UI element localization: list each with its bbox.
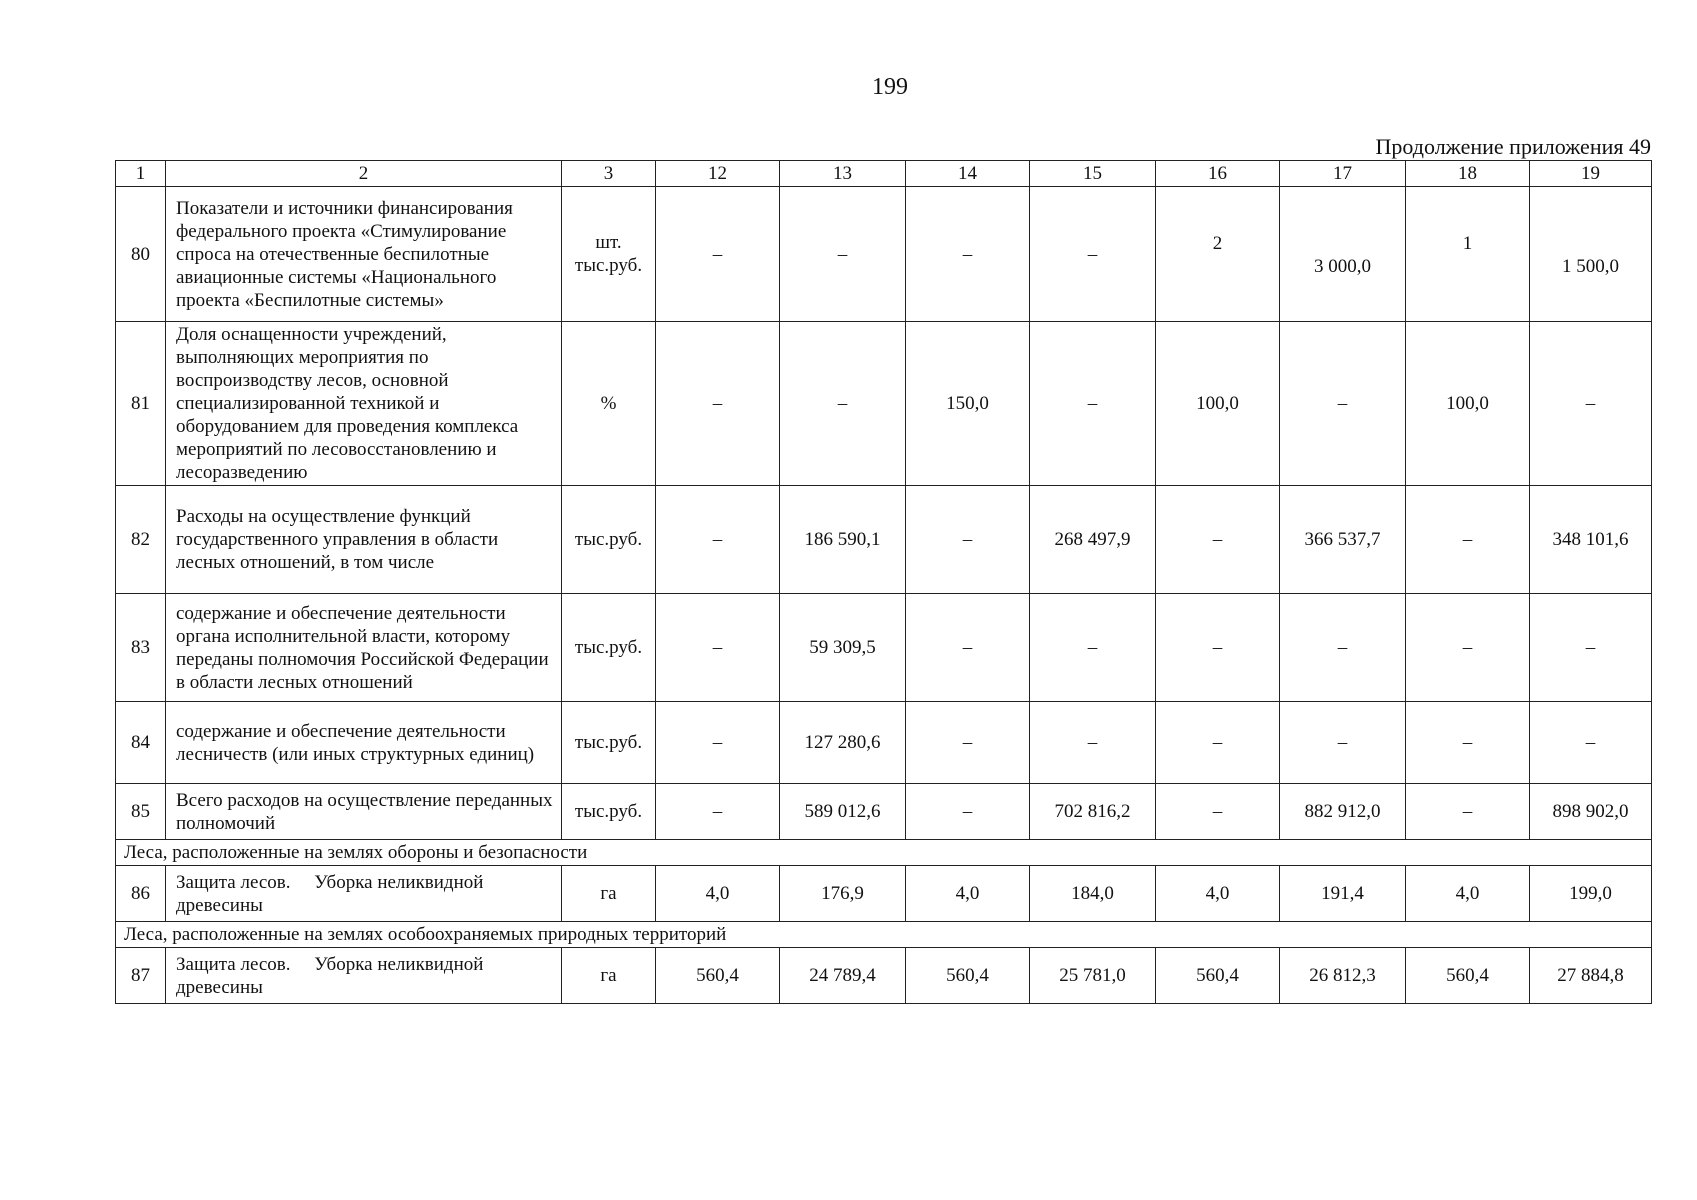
column-number-row — [116, 161, 1652, 187]
cell-value: – — [1530, 322, 1652, 486]
cell-value: – — [1156, 594, 1280, 702]
row-unit: % — [562, 322, 656, 486]
cell-value: 560,4 — [906, 948, 1030, 1004]
section-title-protected: Леса, расположенные на землях особоохраняемых природных территорий — [116, 922, 1652, 948]
cell-value: 176,9 — [780, 866, 906, 922]
cell-value — [1280, 187, 1406, 322]
row-name-part: древесины — [176, 894, 263, 916]
section-title-defense: Леса, расположенные на землях обороны и безопасности — [116, 840, 1652, 866]
cell-value: – — [1030, 702, 1156, 784]
column-number: 18 — [1406, 161, 1530, 187]
column-number: 19 — [1530, 161, 1652, 187]
column-number: 2 — [166, 161, 562, 187]
row-unit: тыс.руб. — [562, 784, 656, 840]
page-number: 199 — [872, 74, 908, 100]
row-number: 87 — [116, 948, 166, 1004]
table-row — [116, 486, 1652, 594]
row-unit: га — [562, 948, 656, 1004]
row-number: 82 — [116, 486, 166, 594]
cell-value: – — [780, 322, 906, 486]
cell-value — [1156, 187, 1280, 322]
row-number: 86 — [116, 866, 166, 922]
cell-value: 100,0 — [1406, 322, 1530, 486]
cell-value-text: 2 — [1212, 232, 1223, 254]
table-row — [116, 948, 1652, 1004]
row-name: Доля оснащенности учреждений, выполняющих мероприятия по воспроизводству лесов, основной специализированной техникой и оборудованием для проведения комплекса мероприятий по лесовосстановлению и лесоразведению — [166, 322, 562, 486]
cell-value: – — [1280, 594, 1406, 702]
table-row — [116, 594, 1652, 702]
cell-value: 348 101,6 — [1530, 486, 1652, 594]
column-number: 13 — [780, 161, 906, 187]
row-name-part: Уборка неликвидной — [314, 871, 484, 893]
cell-value: – — [1280, 702, 1406, 784]
cell-value: – — [656, 594, 780, 702]
row-number: 81 — [116, 322, 166, 486]
section-row — [116, 840, 1652, 866]
cell-value: 191,4 — [1280, 866, 1406, 922]
cell-value: 560,4 — [656, 948, 780, 1004]
cell-value: – — [1156, 486, 1280, 594]
row-name-part: Уборка неликвидной — [314, 953, 484, 975]
cell-value: – — [1530, 702, 1652, 784]
table-row — [116, 187, 1652, 322]
cell-value: – — [656, 187, 780, 322]
row-unit: тыс.руб. — [562, 594, 656, 702]
cell-value: 59 309,5 — [780, 594, 906, 702]
cell-value: – — [1280, 322, 1406, 486]
cell-value: 127 280,6 — [780, 702, 906, 784]
unit-top: шт. — [595, 232, 622, 253]
cell-value: 589 012,6 — [780, 784, 906, 840]
cell-value: – — [1030, 187, 1156, 322]
cell-value: – — [1156, 702, 1280, 784]
row-unit: тыс.руб. — [562, 486, 656, 594]
cell-value-text: 1 500,0 — [1562, 255, 1619, 277]
cell-value: 4,0 — [1156, 866, 1280, 922]
cell-value: 150,0 — [906, 322, 1030, 486]
cell-value — [1406, 187, 1530, 322]
cell-value: – — [1406, 702, 1530, 784]
cell-value: – — [656, 784, 780, 840]
cell-value-text: 1 — [1462, 232, 1473, 254]
column-number: 14 — [906, 161, 1030, 187]
data-table — [115, 160, 1652, 1004]
row-name-part: Защита лесов. — [176, 871, 291, 893]
table-row — [116, 702, 1652, 784]
cell-value: – — [1406, 784, 1530, 840]
column-number: 1 — [116, 161, 166, 187]
cell-value: – — [906, 594, 1030, 702]
continuation-note: Продолжение приложения 49 — [1375, 134, 1651, 159]
cell-value: 560,4 — [1406, 948, 1530, 1004]
cell-value: – — [906, 486, 1030, 594]
cell-value: 4,0 — [656, 866, 780, 922]
cell-value: – — [1406, 486, 1530, 594]
row-name-part: Защита лесов. — [176, 953, 291, 975]
cell-value: 26 812,3 — [1280, 948, 1406, 1004]
row-name: Показатели и источники финансирования федерального проекта «Стимулирование спроса на отечественные беспилотные авиационные системы «Национального проекта «Беспилотные системы» — [166, 187, 562, 322]
row-name — [166, 948, 562, 1004]
table-row — [116, 784, 1652, 840]
cell-value: 4,0 — [1406, 866, 1530, 922]
cell-value: 186 590,1 — [780, 486, 906, 594]
cell-value: – — [780, 187, 906, 322]
column-number: 15 — [1030, 161, 1156, 187]
cell-value: 25 781,0 — [1030, 948, 1156, 1004]
cell-value: 366 537,7 — [1280, 486, 1406, 594]
row-unit: тыс.руб. — [562, 702, 656, 784]
section-row — [116, 922, 1652, 948]
unit-bottom: тыс.руб. — [574, 255, 643, 276]
cell-value: – — [906, 187, 1030, 322]
row-number: 80 — [116, 187, 166, 322]
cell-value: – — [1530, 594, 1652, 702]
column-number: 12 — [656, 161, 780, 187]
row-unit: га — [562, 866, 656, 922]
cell-value: 268 497,9 — [1030, 486, 1156, 594]
cell-value: 4,0 — [906, 866, 1030, 922]
cell-value: 882 912,0 — [1280, 784, 1406, 840]
cell-value: 898 902,0 — [1530, 784, 1652, 840]
row-name: Всего расходов на осуществление переданных полномочий — [166, 784, 562, 840]
row-name: содержание и обеспечение деятельности лесничеств (или иных структурных единиц) — [166, 702, 562, 784]
cell-value: – — [656, 322, 780, 486]
row-number: 85 — [116, 784, 166, 840]
row-name-part: древесины — [176, 976, 263, 998]
cell-value: 27 884,8 — [1530, 948, 1652, 1004]
row-number: 83 — [116, 594, 166, 702]
row-unit — [562, 187, 656, 322]
column-number: 17 — [1280, 161, 1406, 187]
cell-value-text: 3 000,0 — [1314, 255, 1371, 277]
cell-value: 702 816,2 — [1030, 784, 1156, 840]
row-name: Расходы на осуществление функций государственного управления в области лесных отношений, в том числе — [166, 486, 562, 594]
cell-value: – — [906, 784, 1030, 840]
cell-value: – — [656, 486, 780, 594]
cell-value: – — [906, 702, 1030, 784]
cell-value: 24 789,4 — [780, 948, 906, 1004]
table-row — [116, 322, 1652, 486]
cell-value: – — [1156, 784, 1280, 840]
column-number: 3 — [562, 161, 656, 187]
row-name: содержание и обеспечение деятельности органа исполнительной власти, которому переданы полномочия Российской Федерации в области лесных отношений — [166, 594, 562, 702]
cell-value: 199,0 — [1530, 866, 1652, 922]
cell-value: – — [1030, 594, 1156, 702]
table-row — [116, 866, 1652, 922]
cell-value: – — [1030, 322, 1156, 486]
cell-value: – — [656, 702, 780, 784]
cell-value: – — [1406, 594, 1530, 702]
cell-value: 184,0 — [1030, 866, 1156, 922]
row-name — [166, 866, 562, 922]
cell-value — [1530, 187, 1652, 322]
cell-value: 100,0 — [1156, 322, 1280, 486]
column-number: 16 — [1156, 161, 1280, 187]
cell-value: 560,4 — [1156, 948, 1280, 1004]
row-number: 84 — [116, 702, 166, 784]
